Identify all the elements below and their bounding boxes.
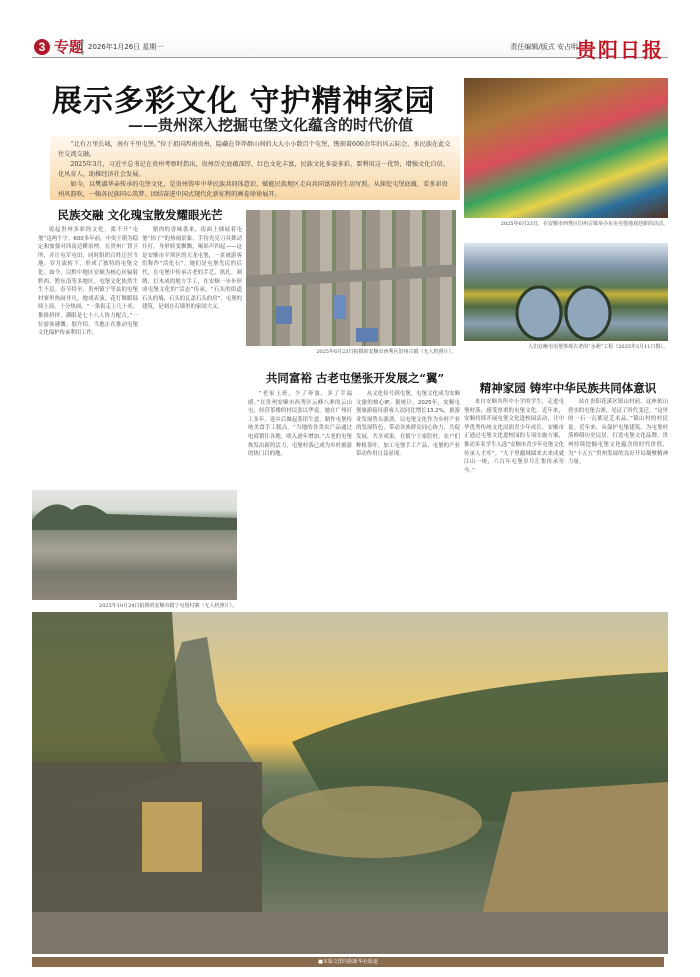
text-column: 猪肉的香味袭来，街面上铺展着屯堡“抬子”的热闹景象，手持光亮刀具舞动开打，身形转变飘飘，喝彩声四起——这是安顺市平坝区的天龙屯堡，一景被游客们称作“活化石”。她们是屯堡先民的后代，在屯堡中传承古老的手艺，纸扎、刺绣、打木成的地方手工，在安顺一步步形成屯堡文化的“活态”传承。“石头的街道石头的墙，石头的瓦盖石头的房”，屯堡的建筑，是刻在石墙里的家国大义。: [142, 227, 242, 311]
page-footer: ■本版文图均据新华社报道: [32, 957, 664, 967]
section-heading: 民族交融 文化瑰宝散发耀眼光芒: [57, 208, 223, 222]
aerial-street: [246, 265, 456, 288]
text-column: “老家上班，少了奔波，多了幸福感。”在贵州安顺市西秀区云峰八寨的云山屯，经营茶楼的村民张以华说。她在广州打工多年，返乡后做起茶馆生意，制作屯堡传统美食手工糕点。“当地的各类农产品通过电商销往各地，收入逐年增加。”古老的屯堡焕发出新的活力，屯堡村落已成为乡村旅游的热门目的地。: [248, 391, 352, 458]
section-heading: 共同富裕 古老屯堡张开发展之“翼”: [265, 371, 445, 385]
mountain-silhouette: [32, 490, 237, 530]
aerial-roof: [334, 295, 346, 319]
editor-credit: 责任编辑/版式 安占明: [510, 43, 578, 51]
text-column: 从文化传号到屯堡，屯堡文化成为安顺文旅的核心IP。据统计，2025年，安顺屯堡旅游接待游客人次同比增长13.2%，旅游业发展势头强劲。以屯堡文化作为乡村产业的发展特色，带动各族群众同心协力，共促发展，共享成果。在镇宁王家院村，农户们种植茶叶，加工屯堡手工产品，屯堡的产业带动作用日益显现。: [356, 391, 460, 458]
page-subtitle: ——贵州深入挖掘屯堡文化蕴含的时代价值: [128, 116, 414, 134]
page-header: [32, 36, 668, 62]
gorge-scene: [32, 612, 668, 954]
photo-aerial-old-town: [246, 210, 456, 346]
photo-stone-bridge: [464, 243, 668, 341]
intro-box: [50, 136, 460, 200]
intro-paragraph: “北有万里长城，南有千里屯堡。”位于祖国西南贵州，隐藏在莽莽群山间的大大小小数百个屯堡，镌刻着600余年的风云际会，多民族在此交往交流交融。: [58, 141, 451, 158]
intro-paragraph: 2025年3月，习近平总书记在贵州考察时指出，贵州历史底蕴深厚，红色文化丰富，民族文化多姿多彩，要利用这一优势，增强文化自信、化风育人，助推经济社会发展。: [58, 161, 449, 178]
photo-village-panorama: [32, 490, 237, 600]
photo-caption: 2025年10月24日拍摄的安顺市镇宁屯堡村寨（无人机照片）。: [99, 603, 237, 609]
issue-date: 2026年1月26日 星期一: [88, 43, 164, 51]
page-title: 展示多彩文化 守护精神家园: [52, 84, 436, 119]
newspaper-masthead: 贵阳日报: [576, 38, 664, 62]
text-column: 来自安顺各所中小学的学生，走进屯堡村落，感受厚重的屯堡文化。近年来，安顺持续开展屯堡文化进校园活动，让中华优秀传统文化浸润青少年成长。安顺市正通过屯堡文化进校园的专项实施方案，推动多名学生入选“安顺市青少年屯堡文化传承人才库”。“九千里疆域圆来去来成就江山一统，六百年屯堡岁月汇集传承至今。”: [464, 399, 564, 474]
header-divider: [82, 39, 83, 55]
section-number-badge: 3: [34, 39, 50, 55]
section-heading: 精神家园 铸牢中华民族共同体意识: [479, 381, 657, 395]
section-name: 专题: [54, 38, 85, 56]
photo-caption: 人们在鲍屯屯堡参观古老的“水利”工程（2025年2月11日摄）。: [528, 344, 668, 350]
intro-paragraph: 如今，以樊淑华亲传承的屯堡文化，是贵州铸牢中华民族共同体意识、赋能民族地区走向共同富裕的生动写照。从探挖屯堡底蕴，看多彩贵州风韵吹，一幅各民族同心筑梦、团结奋进中国式现代化新征程的画卷徐徐展开。: [58, 181, 448, 198]
photo-caption: 2025年6月23日拍摄的安顺市西秀区旧州古镇（无人机照片）。: [316, 349, 456, 355]
photo-caption: 2025年6月23日，在安顺市西秀区旧州古镇举办东屯屯堡地戏迎新的活动。: [500, 221, 668, 227]
photo-festival-parade: [464, 78, 668, 218]
text-column: 说起贵州多彩的文化，离不开“屯堡”这两个字。600多年前，中央王朝为稳定和加强对西南边陲治理，在贵州广置卫所，并让屯军屯田，同时组织百姓迁居当地。岁月流转下，形成了独特的屯堡文化。如今，以黔中地区安顺为核心区辐射黔西、黔东南等多地区，屯堡文化依然生生不息。春节将至，贵州镇宁等县的屯堡村寨里热闹非凡，地戏表演、花灯舞蹈陆续上演，十分热闹。“一条街走上几十米，推推挤挤，满眼是七十八人协力配合。”一位游客感慨。据介绍，当地正在推动屯堡文化保护传承利用工作。: [38, 227, 138, 337]
aerial-roof: [276, 306, 292, 324]
aerial-roof: [356, 328, 378, 342]
photo-river-gorge: [32, 612, 668, 954]
text-column: 站在贵阳花溪区镇山村前，这座依山傍水的屯堡古寨，见证了时代变迁。“这里的一石一瓦都是艺术品。”镇山村的村民说。近年来，从保护屯堡建筑、为屯堡村落修缮历史民居，打造屯堡文化品牌，贵州持续挖掘屯堡文化蕴含的时代价值，为“十五五”贵州发展的良好开局凝聚精神力量。: [568, 399, 668, 466]
bridge-arches: [464, 243, 668, 341]
